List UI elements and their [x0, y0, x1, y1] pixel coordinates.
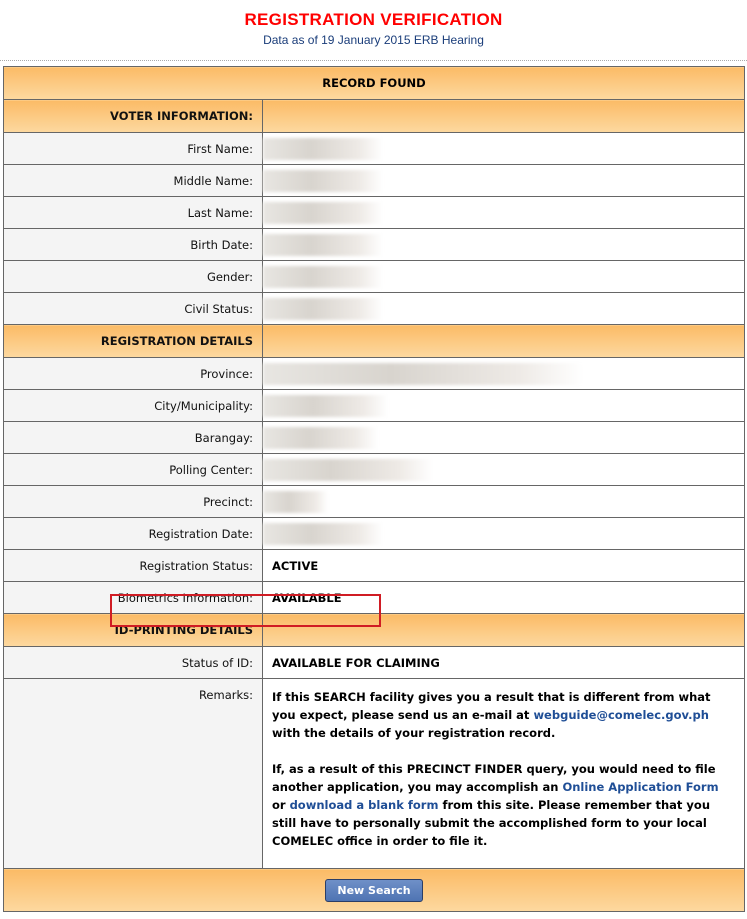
civil-status-value — [263, 293, 745, 325]
last-name-label: Last Name: — [4, 197, 263, 229]
barangay-label: Barangay: — [4, 422, 263, 454]
city-value — [263, 390, 745, 422]
redacted-value — [263, 202, 383, 224]
redacted-value — [263, 170, 383, 192]
id-printing-heading: ID-PRINTING DETAILS — [4, 614, 263, 647]
province-label: Province: — [4, 358, 263, 390]
remarks-text: If this SEARCH facility gives you a result that is different from what you expect, please send us an e-mail at — [272, 690, 711, 722]
registration-details-heading: REGISTRATION DETAILS — [4, 325, 263, 358]
province-value — [263, 358, 745, 390]
birth-date-value — [263, 229, 745, 261]
middle-name-value — [263, 165, 745, 197]
download-blank-form-link[interactable]: download a blank form — [289, 798, 439, 812]
email-link[interactable]: webguide@comelec.gov.ph — [533, 708, 709, 722]
middle-name-label: Middle Name: — [4, 165, 263, 197]
birth-date-label: Birth Date: — [4, 229, 263, 261]
record-found-heading: RECORD FOUND — [4, 67, 745, 100]
page-title: REGISTRATION VERIFICATION — [244, 10, 503, 29]
remarks-text: from this site. Please remember that you still have to personally submit the accomplished form to your local COMELEC office in order to file it. — [272, 798, 711, 848]
redacted-value — [263, 138, 383, 160]
gender-label: Gender: — [4, 261, 263, 293]
first-name-label: First Name: — [4, 133, 263, 165]
online-application-form-link[interactable]: Online Application Form — [562, 780, 719, 794]
remarks-text: with the details of your registration record. — [272, 726, 556, 740]
redacted-value — [263, 459, 433, 481]
redacted-value — [263, 523, 383, 545]
barangay-value — [263, 422, 745, 454]
redacted-value — [263, 298, 383, 320]
biometrics-value: AVAILABLE — [263, 582, 745, 614]
status-of-id-label: Status of ID: — [4, 647, 263, 679]
redacted-value — [263, 395, 388, 417]
gender-value — [263, 261, 745, 293]
registration-status-value: ACTIVE — [263, 550, 745, 582]
precinct-value — [263, 486, 745, 518]
polling-center-value — [263, 454, 745, 486]
remarks-text: or — [272, 798, 290, 812]
registration-status-label: Registration Status: — [4, 550, 263, 582]
registration-date-value — [263, 518, 745, 550]
footer-row — [4, 869, 745, 912]
redacted-value — [263, 266, 383, 288]
record-table — [3, 66, 745, 912]
registration-date-label: Registration Date: — [4, 518, 263, 550]
page-subtitle: Data as of 19 January 2015 ERB Hearing — [263, 33, 484, 47]
precinct-label: Precinct: — [4, 486, 263, 518]
redacted-value — [263, 427, 378, 449]
last-name-value — [263, 197, 745, 229]
biometrics-label: Biometrics Information: — [4, 582, 263, 614]
status-of-id-value: AVAILABLE FOR CLAIMING — [263, 647, 745, 679]
page-header — [0, 0, 747, 61]
civil-status-label: Civil Status: — [4, 293, 263, 325]
remarks-value — [263, 679, 745, 869]
city-label: City/Municipality: — [4, 390, 263, 422]
new-search-button[interactable]: New Search — [325, 879, 422, 902]
redacted-value — [263, 234, 383, 256]
first-name-value — [263, 133, 745, 165]
voter-info-heading: VOTER INFORMATION: — [4, 100, 263, 133]
redacted-value — [263, 363, 583, 385]
remarks-text: If, as a result of this PRECINCT FINDER query, you would need to file another application, you may accomplish an — [272, 762, 716, 794]
redacted-value — [263, 491, 328, 513]
remarks-label: Remarks: — [4, 679, 263, 869]
polling-center-label: Polling Center: — [4, 454, 263, 486]
